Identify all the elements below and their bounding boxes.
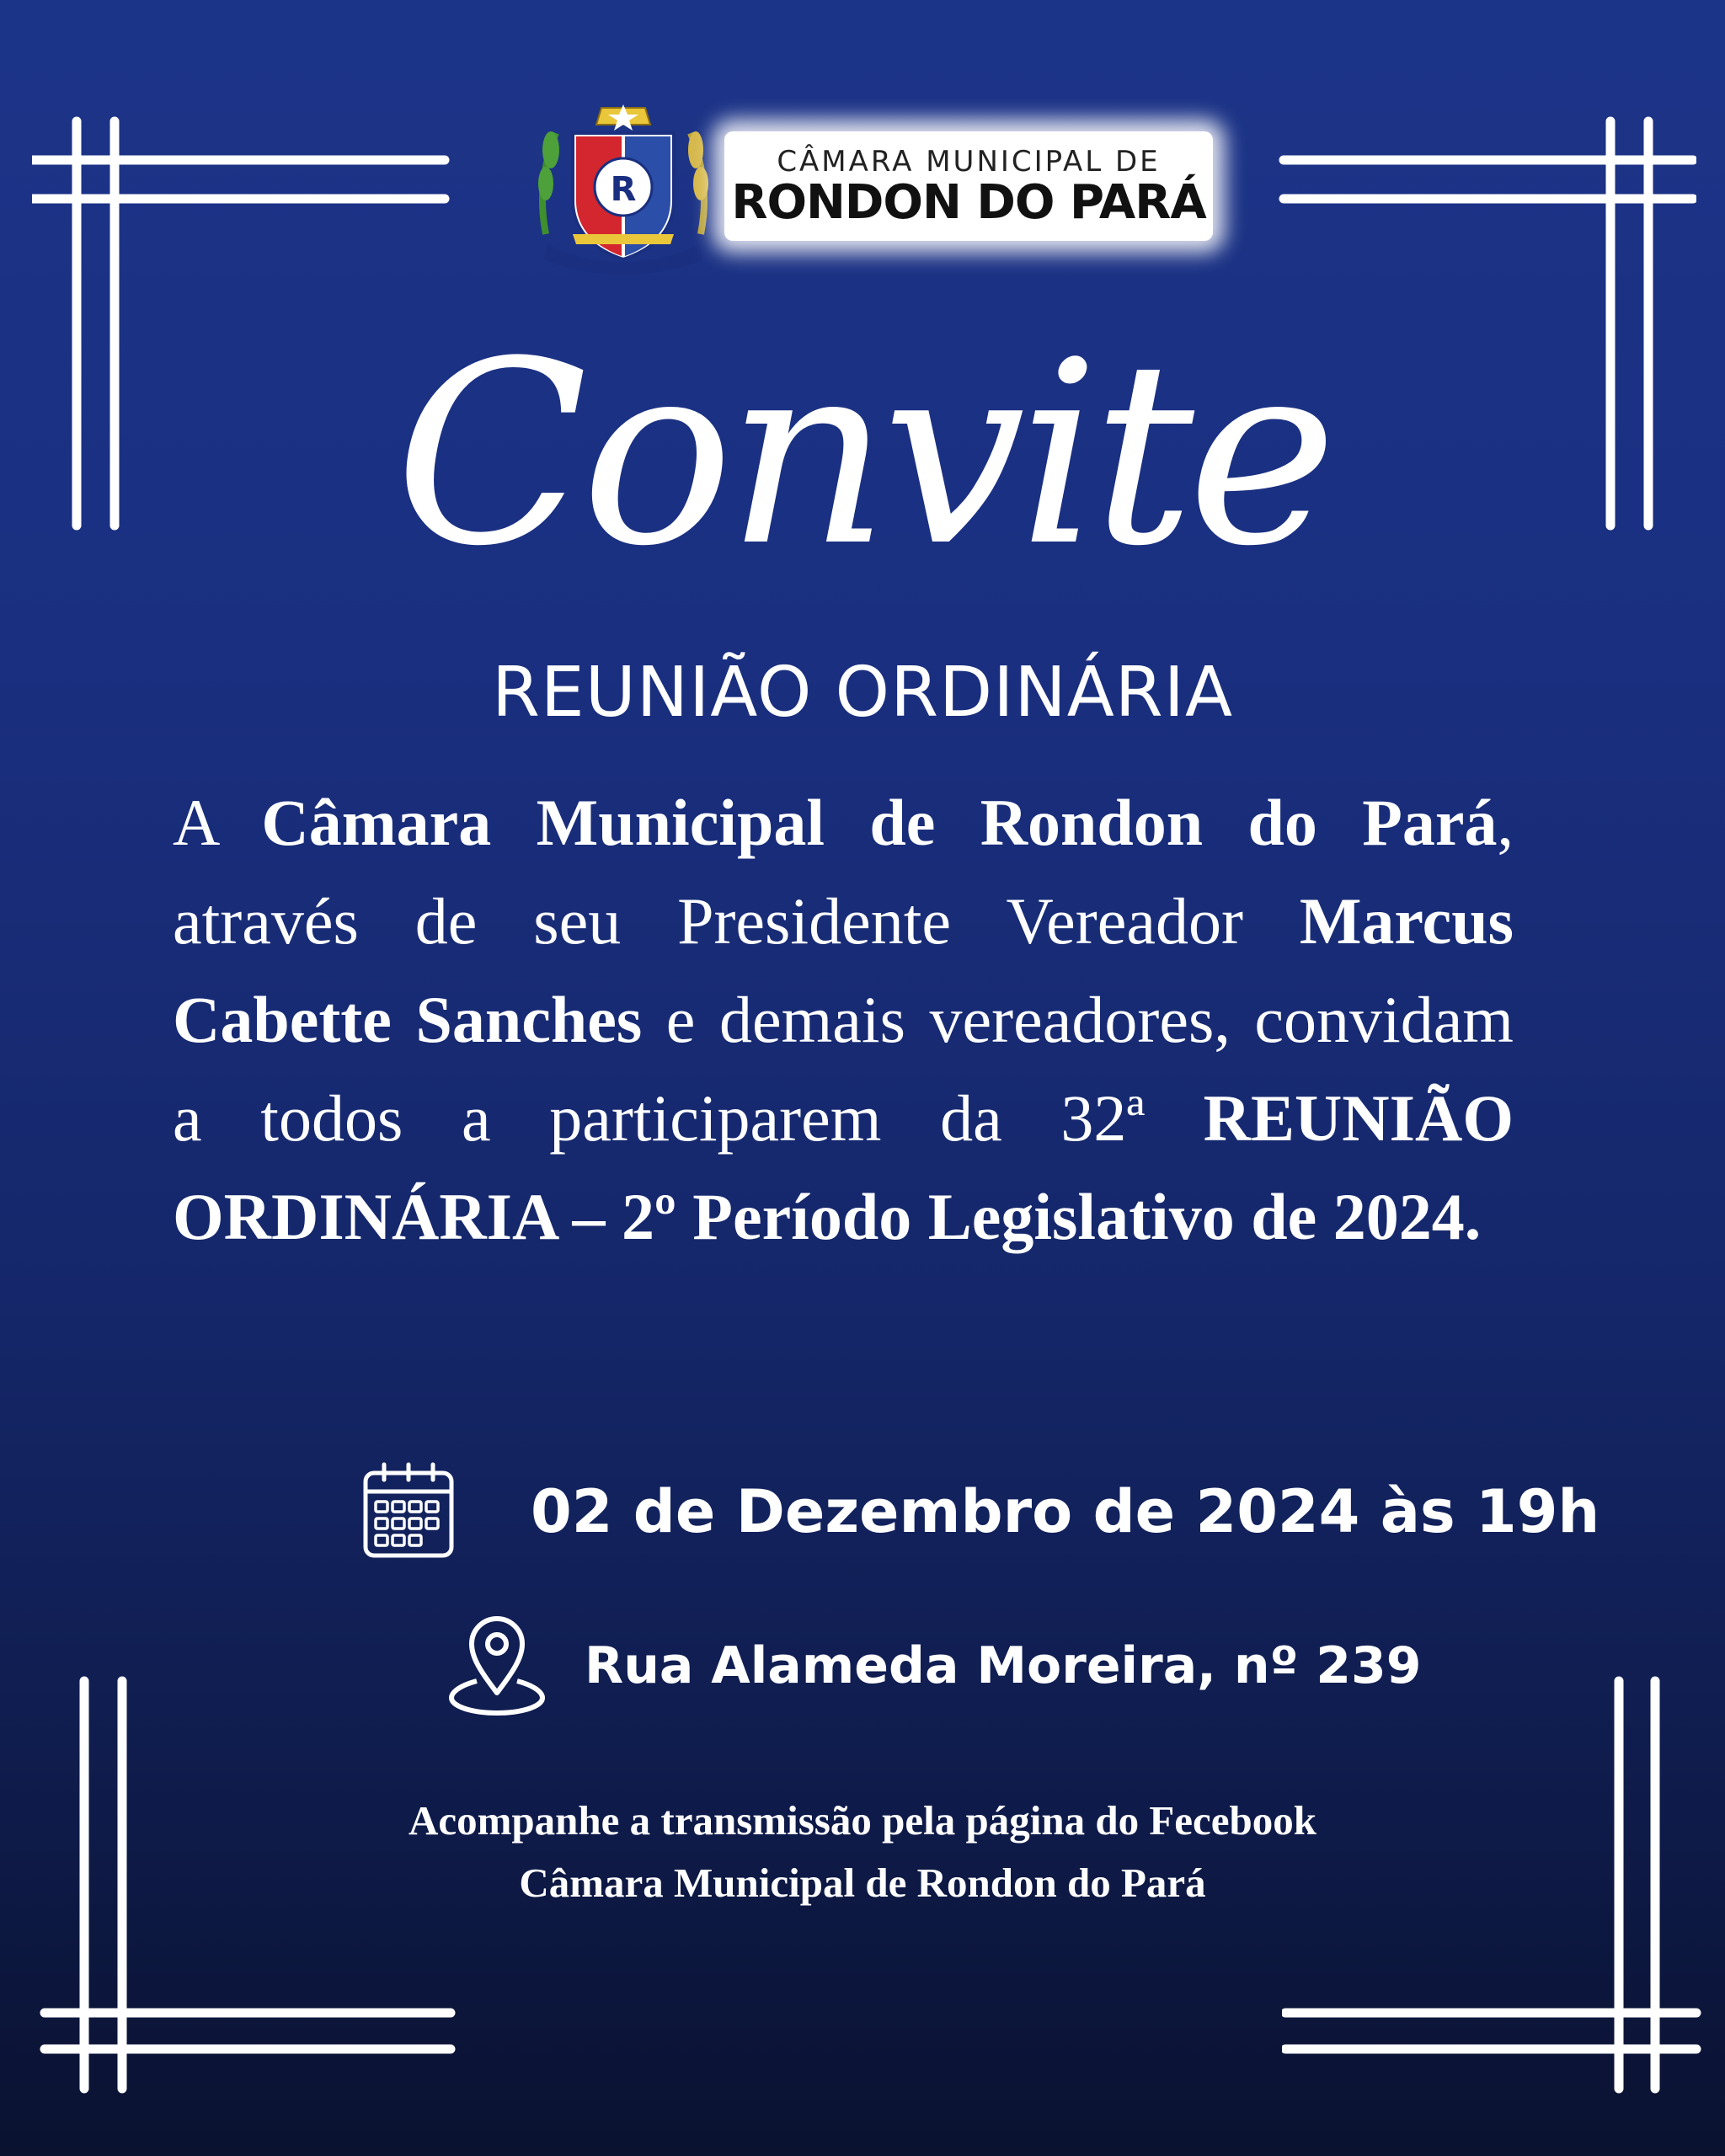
svg-text:R: R (610, 170, 637, 209)
body-part-6: REUNIÃO ORDINÁRIA – 2º Período Legislativo de 2024. (173, 1081, 1514, 1253)
event-place-row (446, 1615, 1422, 1716)
body-part-1: A (173, 786, 262, 859)
brand-line1: CÂMARA MUNICIPAL DE (777, 145, 1161, 179)
header-logo (522, 99, 1213, 285)
body-part-4: Marcus Cabette Sanches (173, 884, 1514, 1056)
body-part-5: e demais vereadores, convidam a todos a participarem da 32ª (173, 983, 1514, 1155)
body-part-2: Câmara Municipal de Rondon do Pará (261, 786, 1498, 859)
invitation-paragraph (173, 773, 1514, 1266)
event-place: Rua Alameda Moreira, nº 239 (585, 1636, 1422, 1695)
brand-wordmark (724, 131, 1213, 241)
footer-line-2: Câmara Municipal de Rondon do Pará (519, 1860, 1206, 1906)
body-part-3: , através de seu Presidente Vereador (173, 786, 1514, 958)
brand-line2: RONDON DO PARÁ (731, 175, 1206, 230)
location-pin-icon (446, 1612, 547, 1720)
event-date-row (362, 1461, 1599, 1562)
crest-icon (522, 99, 724, 285)
calendar-icon (362, 1461, 455, 1562)
footer-note (0, 1790, 1725, 1914)
page-title: Convite (394, 307, 1331, 601)
event-date: 02 de Dezembro de 2024 às 19h (531, 1477, 1600, 1546)
page-subtitle: REUNIÃO ORDINÁRIA (491, 653, 1234, 733)
footer-line-1: Acompanhe a transmissão pela página do Fecebook (408, 1797, 1317, 1844)
